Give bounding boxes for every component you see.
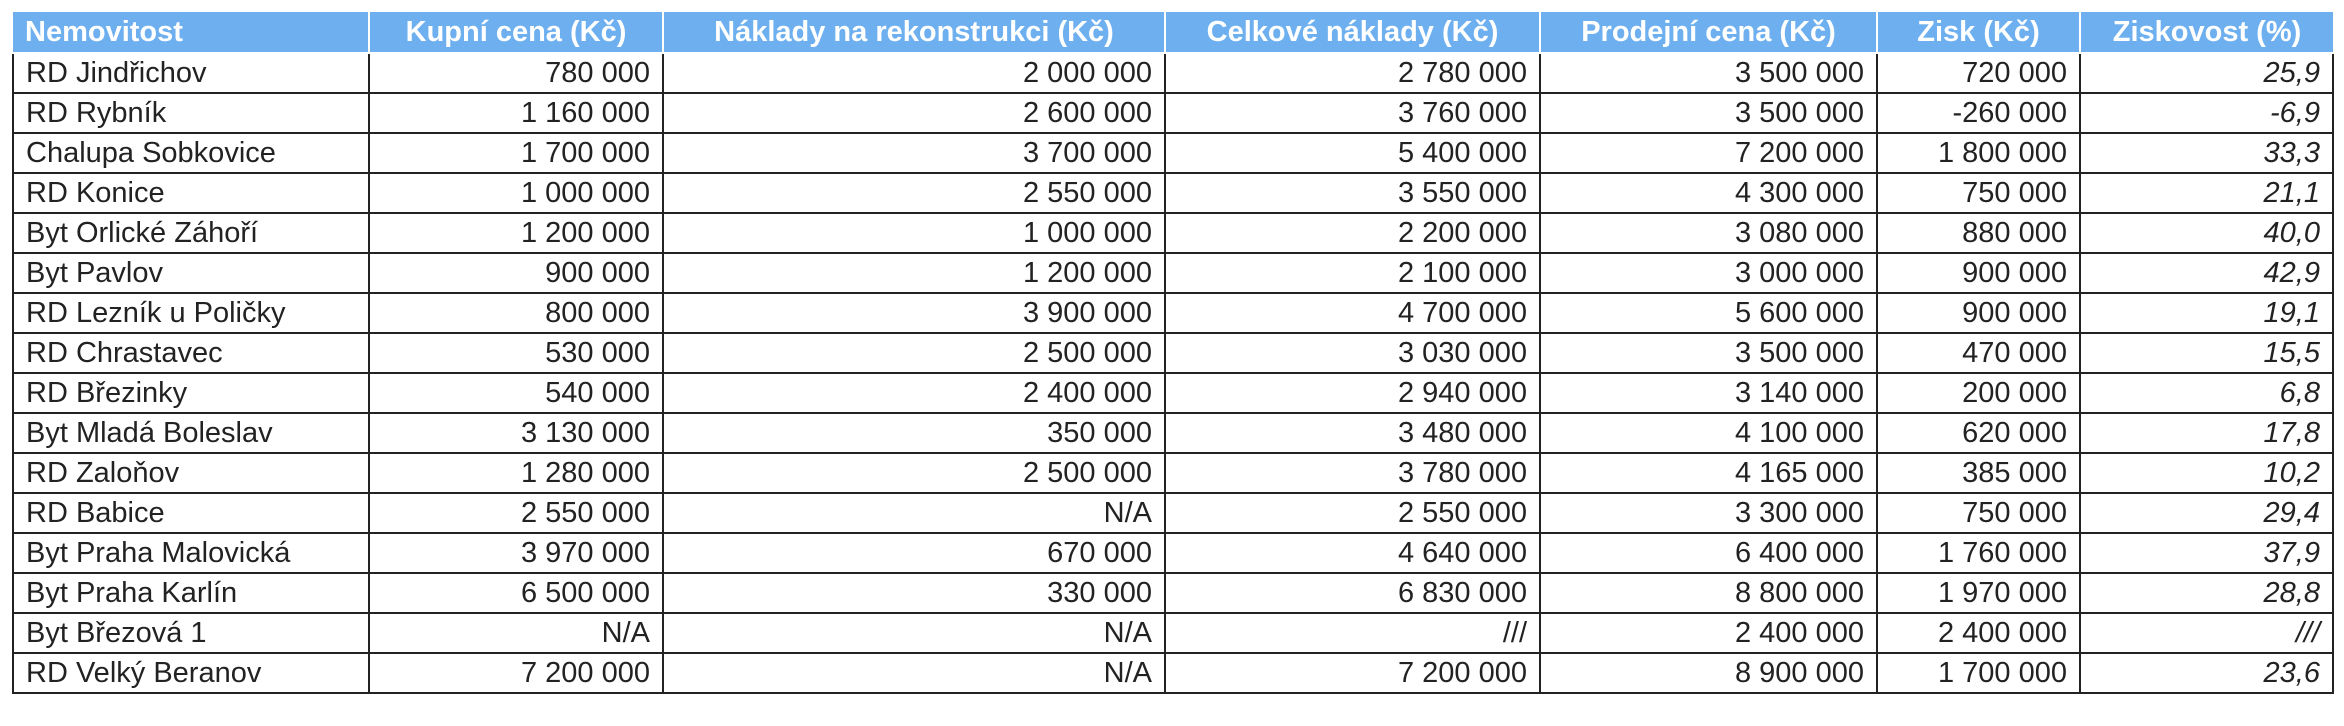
cell-renovation-cost: 1 200 000 (663, 253, 1165, 293)
cell-total-cost: 4 700 000 (1165, 293, 1540, 333)
cell-total-cost: 5 400 000 (1165, 133, 1540, 173)
header-profit: Zisk (Kč) (1877, 12, 2080, 53)
cell-purchase-price: 530 000 (369, 333, 663, 373)
table-row (13, 613, 2333, 653)
cell-total-cost: 3 480 000 (1165, 413, 1540, 453)
header-row (13, 12, 2333, 53)
table-row (13, 253, 2333, 293)
cell-total-cost: 2 940 000 (1165, 373, 1540, 413)
cell-profit: 900 000 (1877, 293, 2080, 333)
cell-purchase-price: 1 200 000 (369, 213, 663, 253)
cell-profitability: 37,9 (2080, 533, 2333, 573)
cell-sale-price: 3 080 000 (1540, 213, 1877, 253)
cell-renovation-cost: N/A (663, 613, 1165, 653)
cell-profitability: 17,8 (2080, 413, 2333, 453)
cell-profitability: -6,9 (2080, 93, 2333, 133)
cell-total-cost: 2 200 000 (1165, 213, 1540, 253)
cell-sale-price: 3 500 000 (1540, 333, 1877, 373)
cell-sale-price: 2 400 000 (1540, 613, 1877, 653)
cell-sale-price: 4 165 000 (1540, 453, 1877, 493)
cell-profitability: 33,3 (2080, 133, 2333, 173)
cell-purchase-price: 900 000 (369, 253, 663, 293)
table-row (13, 493, 2333, 533)
cell-property: RD Lezník u Poličky (13, 293, 369, 333)
table-row (13, 53, 2333, 93)
cell-profitability: 28,8 (2080, 573, 2333, 613)
cell-total-cost: 7 200 000 (1165, 653, 1540, 693)
cell-renovation-cost: 670 000 (663, 533, 1165, 573)
cell-profit: 470 000 (1877, 333, 2080, 373)
cell-profit: 1 970 000 (1877, 573, 2080, 613)
cell-profit: 200 000 (1877, 373, 2080, 413)
cell-sale-price: 4 100 000 (1540, 413, 1877, 453)
cell-profitability: 19,1 (2080, 293, 2333, 333)
cell-purchase-price: 1 000 000 (369, 173, 663, 213)
cell-profit: 900 000 (1877, 253, 2080, 293)
cell-renovation-cost: 2 500 000 (663, 453, 1165, 493)
cell-sale-price: 3 500 000 (1540, 93, 1877, 133)
cell-sale-price: 3 000 000 (1540, 253, 1877, 293)
cell-total-cost: 6 830 000 (1165, 573, 1540, 613)
cell-profitability: 10,2 (2080, 453, 2333, 493)
cell-sale-price: 4 300 000 (1540, 173, 1877, 213)
table-row (13, 653, 2333, 693)
cell-profit: 880 000 (1877, 213, 2080, 253)
cell-purchase-price: N/A (369, 613, 663, 653)
cell-renovation-cost: 350 000 (663, 413, 1165, 453)
cell-purchase-price: 540 000 (369, 373, 663, 413)
cell-profitability: 40,0 (2080, 213, 2333, 253)
table-row (13, 573, 2333, 613)
cell-sale-price: 8 900 000 (1540, 653, 1877, 693)
cell-property: Byt Praha Malovická (13, 533, 369, 573)
cell-property: RD Rybník (13, 93, 369, 133)
cell-purchase-price: 3 130 000 (369, 413, 663, 453)
table-row (13, 413, 2333, 453)
cell-property: RD Velký Beranov (13, 653, 369, 693)
cell-purchase-price: 6 500 000 (369, 573, 663, 613)
cell-purchase-price: 1 280 000 (369, 453, 663, 493)
cell-purchase-price: 780 000 (369, 53, 663, 93)
cell-profit: 385 000 (1877, 453, 2080, 493)
cell-profitability: 15,5 (2080, 333, 2333, 373)
cell-property: RD Březinky (13, 373, 369, 413)
cell-property: RD Chrastavec (13, 333, 369, 373)
header-purchase-price: Kupní cena (Kč) (369, 12, 663, 53)
header-total-cost: Celkové náklady (Kč) (1165, 12, 1540, 53)
cell-purchase-price: 800 000 (369, 293, 663, 333)
cell-purchase-price: 3 970 000 (369, 533, 663, 573)
cell-total-cost: /// (1165, 613, 1540, 653)
cell-sale-price: 3 500 000 (1540, 53, 1877, 93)
cell-renovation-cost: N/A (663, 493, 1165, 533)
cell-profitability: 42,9 (2080, 253, 2333, 293)
table-row (13, 533, 2333, 573)
cell-total-cost: 2 780 000 (1165, 53, 1540, 93)
cell-profit: 750 000 (1877, 493, 2080, 533)
cell-profitability: 25,9 (2080, 53, 2333, 93)
cell-purchase-price: 1 160 000 (369, 93, 663, 133)
header-property: Nemovitost (13, 12, 369, 53)
cell-renovation-cost: 2 550 000 (663, 173, 1165, 213)
cell-renovation-cost: 2 500 000 (663, 333, 1165, 373)
table-row (13, 333, 2333, 373)
cell-profitability: 21,1 (2080, 173, 2333, 213)
cell-sale-price: 6 400 000 (1540, 533, 1877, 573)
cell-profitability: 23,6 (2080, 653, 2333, 693)
header-renovation-cost: Náklady na rekonstrukci (Kč) (663, 12, 1165, 53)
cell-property: Byt Březová 1 (13, 613, 369, 653)
header-sale-price: Prodejní cena (Kč) (1540, 12, 1877, 53)
cell-purchase-price: 2 550 000 (369, 493, 663, 533)
cell-profitability: 29,4 (2080, 493, 2333, 533)
cell-property: Byt Praha Karlín (13, 573, 369, 613)
table-row (13, 293, 2333, 333)
cell-profit: 620 000 (1877, 413, 2080, 453)
cell-property: Byt Orlické Záhoří (13, 213, 369, 253)
cell-total-cost: 2 550 000 (1165, 493, 1540, 533)
cell-property: RD Konice (13, 173, 369, 213)
header-profitability: Ziskovost (%) (2080, 12, 2333, 53)
cell-profit: 720 000 (1877, 53, 2080, 93)
cell-profit: 1 700 000 (1877, 653, 2080, 693)
cell-renovation-cost: 3 700 000 (663, 133, 1165, 173)
cell-total-cost: 4 640 000 (1165, 533, 1540, 573)
cell-renovation-cost: 330 000 (663, 573, 1165, 613)
table-row (13, 133, 2333, 173)
property-profit-table (12, 12, 2334, 694)
cell-profit: 750 000 (1877, 173, 2080, 213)
cell-property: RD Zaloňov (13, 453, 369, 493)
cell-total-cost: 3 030 000 (1165, 333, 1540, 373)
cell-property: Byt Pavlov (13, 253, 369, 293)
cell-sale-price: 7 200 000 (1540, 133, 1877, 173)
cell-profit: 2 400 000 (1877, 613, 2080, 653)
cell-profit: 1 760 000 (1877, 533, 2080, 573)
cell-property: RD Jindřichov (13, 53, 369, 93)
cell-property: RD Babice (13, 493, 369, 533)
cell-renovation-cost: 2 600 000 (663, 93, 1165, 133)
table-row (13, 93, 2333, 133)
cell-total-cost: 3 780 000 (1165, 453, 1540, 493)
cell-property: Byt Mladá Boleslav (13, 413, 369, 453)
cell-sale-price: 3 140 000 (1540, 373, 1877, 413)
cell-total-cost: 2 100 000 (1165, 253, 1540, 293)
cell-profit: 1 800 000 (1877, 133, 2080, 173)
table-row (13, 453, 2333, 493)
cell-purchase-price: 1 700 000 (369, 133, 663, 173)
cell-total-cost: 3 760 000 (1165, 93, 1540, 133)
cell-renovation-cost: 2 000 000 (663, 53, 1165, 93)
cell-profitability: 6,8 (2080, 373, 2333, 413)
cell-purchase-price: 7 200 000 (369, 653, 663, 693)
cell-renovation-cost: 3 900 000 (663, 293, 1165, 333)
cell-profit: -260 000 (1877, 93, 2080, 133)
cell-property: Chalupa Sobkovice (13, 133, 369, 173)
cell-renovation-cost: N/A (663, 653, 1165, 693)
cell-sale-price: 5 600 000 (1540, 293, 1877, 333)
cell-renovation-cost: 1 000 000 (663, 213, 1165, 253)
cell-total-cost: 3 550 000 (1165, 173, 1540, 213)
table-row (13, 373, 2333, 413)
cell-sale-price: 3 300 000 (1540, 493, 1877, 533)
table-body (13, 53, 2333, 693)
table-row (13, 213, 2333, 253)
table-row (13, 173, 2333, 213)
cell-renovation-cost: 2 400 000 (663, 373, 1165, 413)
cell-profitability: /// (2080, 613, 2333, 653)
cell-sale-price: 8 800 000 (1540, 573, 1877, 613)
